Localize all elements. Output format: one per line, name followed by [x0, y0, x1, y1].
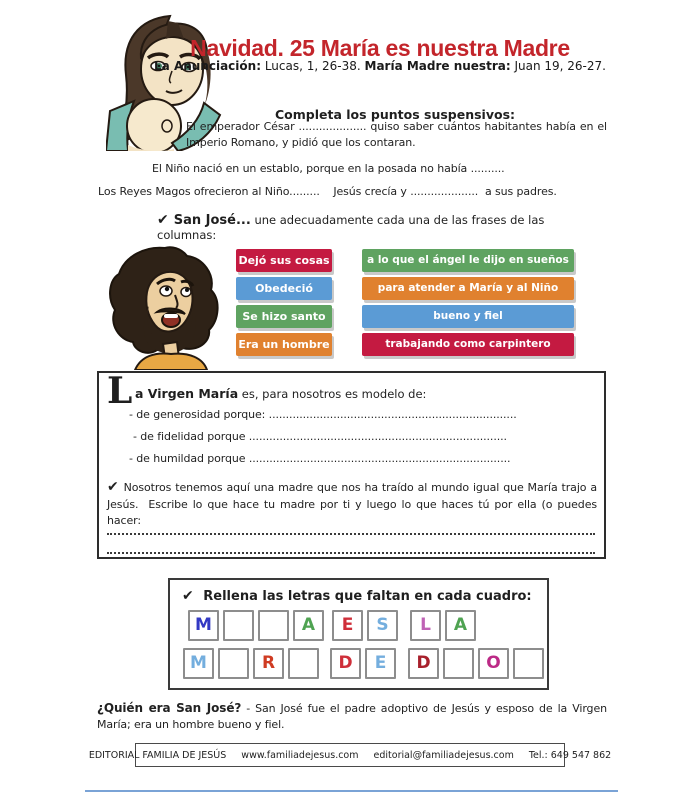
page-bottom-rule — [85, 790, 618, 792]
virgen-maria-bold: a Virgen María — [135, 386, 239, 401]
letter-group — [330, 648, 396, 679]
letter-group — [183, 648, 319, 679]
checkmark-icon: ✔ — [157, 212, 169, 228]
match-option-era-un-hombre[interactable]: Era un hombre — [236, 333, 332, 356]
letter-box-filled: M — [188, 610, 219, 641]
match-option-obedecio[interactable]: Obedeció — [236, 277, 332, 300]
exercise1-paragraph-nino: El Niño nació en un establo, porque en la posada no había .......... — [152, 162, 505, 175]
letter-box-filled: O — [478, 648, 509, 679]
match-option-carpintero[interactable]: trabajando como carpintero — [362, 333, 574, 356]
letter-box-empty[interactable] — [513, 648, 544, 679]
publisher-name: EDITORIAL FAMILIA DE JESÚS — [88, 749, 227, 761]
answer-line[interactable] — [107, 533, 595, 535]
match-option-dejo-sus-cosas[interactable]: Dejó sus cosas — [236, 249, 332, 272]
letter-puzzle-heading-text: Rellena las letras que faltan en cada cuadro: — [198, 589, 532, 604]
letter-box-filled: A — [293, 610, 324, 641]
scripture-references — [120, 59, 640, 73]
ref-anunciacion-value: Lucas, 1, 26-38. — [261, 59, 365, 73]
item-humildad: - de humildad porque ............................................................................. — [129, 452, 511, 465]
letter-box-filled: L — [410, 610, 441, 641]
match-option-bueno-y-fiel[interactable]: bueno y fiel — [362, 305, 574, 328]
exercise2-lead-rest: une adecuadamente cada una de las frases de las columnas: — [157, 213, 545, 242]
checkmark-icon: ✔ — [182, 588, 194, 604]
madre-paragraph-text: Nosotros tenemos aquí una madre que nos ha traído al mundo igual que María trajo a Jesús. Escribe lo que hace tu madre por ti y luego lo que haces tú por ella (o puedes hacer: — [107, 481, 597, 528]
match-option-se-hizo-santo[interactable]: Se hizo santo — [236, 305, 332, 328]
virgen-maria-heading — [135, 386, 426, 401]
publisher-website: www.familiadejesus.com — [241, 749, 359, 761]
letter-box-filled: E — [365, 648, 396, 679]
letter-box-filled: E — [332, 610, 363, 641]
letter-group — [332, 610, 398, 641]
letter-group — [408, 648, 544, 679]
letter-box-empty[interactable] — [443, 648, 474, 679]
match-option-atender-maria[interactable]: para atender a María y al Niño — [362, 277, 574, 300]
ref-anunciacion-label: La Anunciación: — [154, 59, 261, 73]
letter-row-2 — [170, 648, 547, 678]
exercise1-paragraph-cesar: El emperador César .................... quiso saber cuántos habitantes había en el Imperio Romano, y pidió que los contaran. — [186, 120, 607, 149]
quien-rest: - San José fue el padre adoptivo de Jesús y esposo de la Virgen María; era un hombre bueno y fiel. — [97, 702, 607, 732]
letter-box-empty[interactable] — [218, 648, 249, 679]
ref-madre-label: María Madre nuestra: — [364, 59, 511, 73]
ref-madre-value: Juan 19, 26-27. — [510, 59, 606, 73]
letter-row-1 — [170, 610, 547, 640]
item-generosidad: - de generosidad porque: ......................................................................... — [129, 408, 517, 421]
publisher-footer-bar — [88, 743, 612, 767]
exercise2-heading — [157, 212, 607, 242]
letter-box-filled: S — [367, 610, 398, 641]
checkmark-icon: ✔ — [107, 479, 119, 495]
letter-box-empty[interactable] — [258, 610, 289, 641]
letter-box-filled: M — [183, 648, 214, 679]
letter-box-filled: D — [330, 648, 361, 679]
match-option-angel-suenos[interactable]: a lo que el ángel le dijo en sueños — [362, 249, 574, 272]
joseph-illustration — [104, 246, 226, 370]
answer-line[interactable] — [107, 552, 595, 554]
virgen-maria-rest: es, para nosotros es modelo de: — [238, 387, 427, 401]
letter-puzzle-heading — [182, 588, 532, 604]
exercise1-heading: Completa los puntos suspensivos: — [274, 107, 516, 123]
letter-box-filled: A — [445, 610, 476, 641]
madre-paragraph — [107, 477, 597, 529]
quien-era-san-jose-paragraph — [97, 700, 607, 733]
letter-box-empty[interactable] — [223, 610, 254, 641]
letter-group — [188, 610, 324, 641]
quien-bold: ¿Quién era San José? — [97, 701, 242, 715]
letter-box-filled: R — [253, 648, 284, 679]
exercise1-paragraph-reyes: Los Reyes Magos ofrecieron al Niño......... Jesús crecía y .................... a sus padres. — [98, 185, 557, 198]
dropcap-L: L — [107, 370, 133, 412]
letter-box-filled: D — [408, 648, 439, 679]
publisher-email: editorial@familiadejesus.com — [373, 749, 514, 761]
item-fidelidad: - de fidelidad porque ............................................................................ — [133, 430, 507, 443]
letter-puzzle-box — [168, 578, 549, 690]
virgen-maria-exercise-box — [97, 371, 606, 559]
exercise2-lead-bold: San José... — [173, 213, 251, 228]
letter-box-empty[interactable] — [288, 648, 319, 679]
page-title: Navidad. 25 María es nuestra Madre — [190, 35, 570, 62]
letter-group — [410, 610, 476, 641]
publisher-phone: Tel.: 649 547 862 — [528, 749, 612, 761]
